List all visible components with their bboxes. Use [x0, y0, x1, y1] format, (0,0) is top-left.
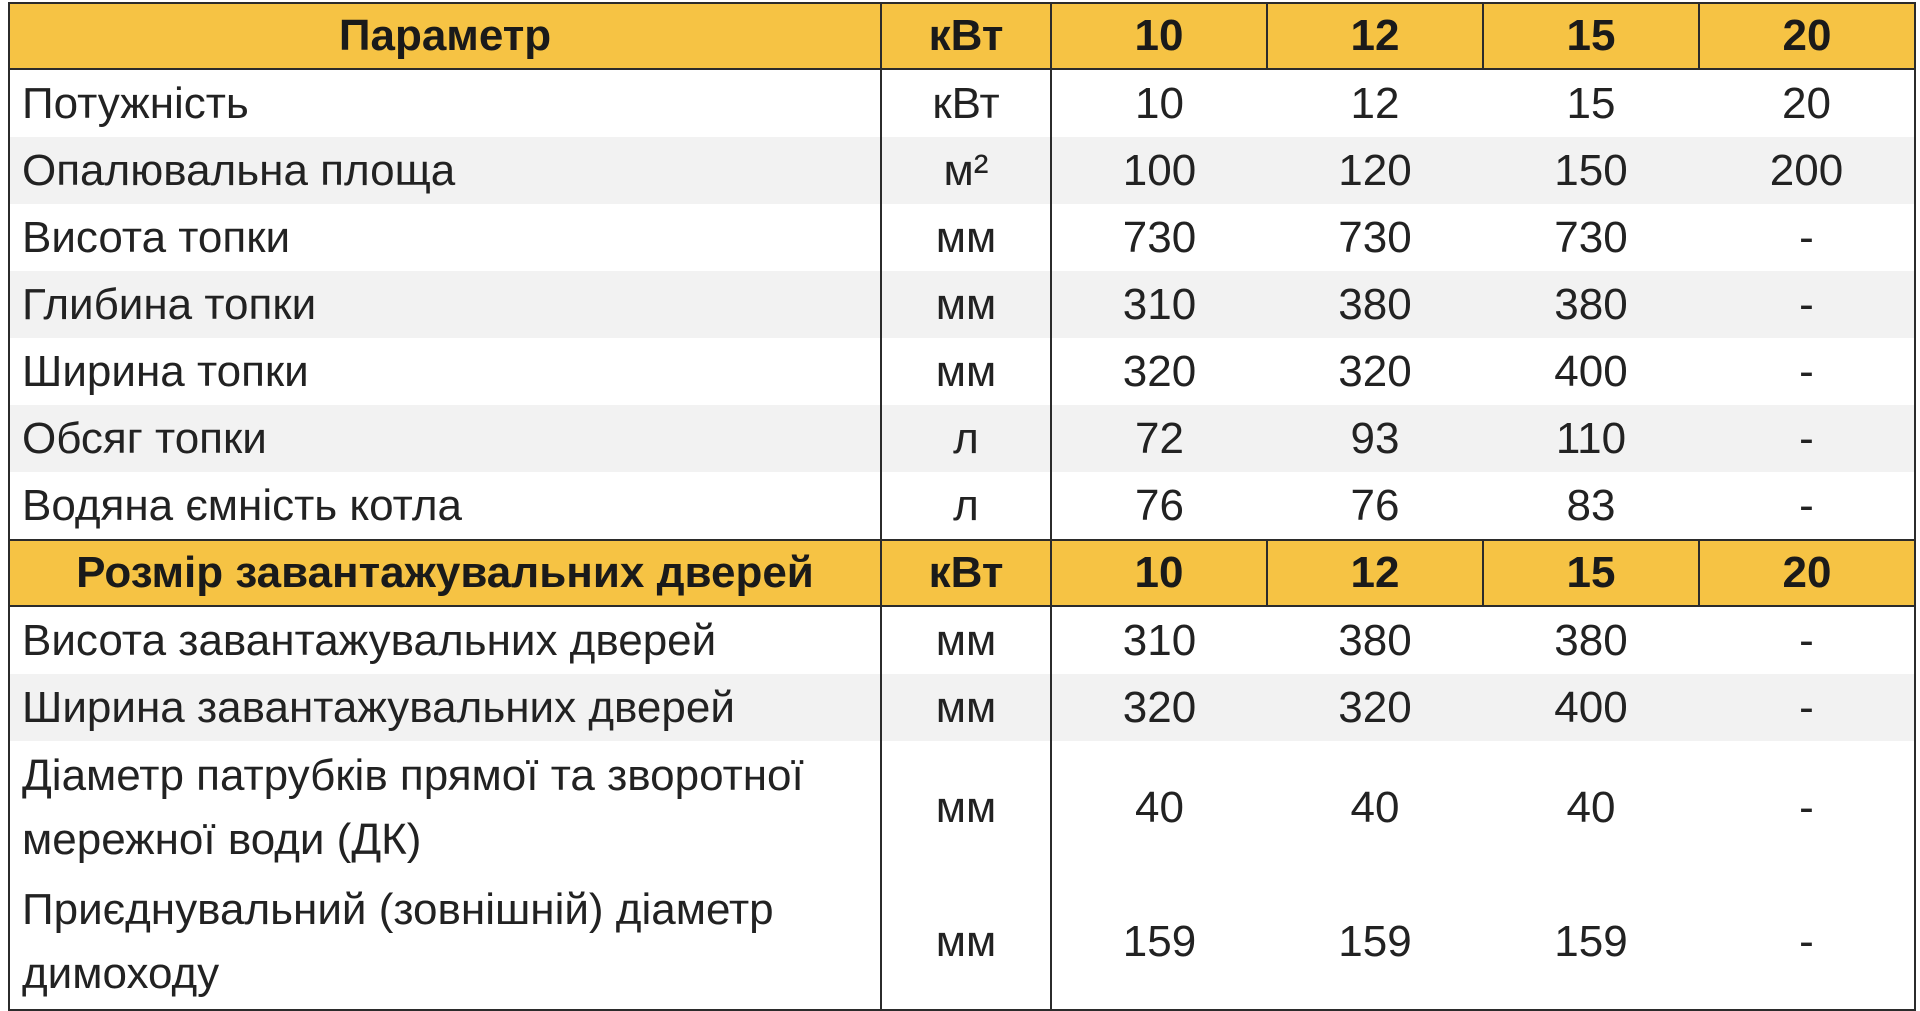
table-row: [9, 69, 1915, 137]
header-model: 20: [1699, 3, 1915, 69]
table-header-row: [9, 540, 1915, 606]
unit-cell: м²: [881, 137, 1051, 204]
param-cell: Висота топки: [9, 204, 881, 271]
header-unit: кВт: [881, 3, 1051, 69]
table-row: [9, 271, 1915, 338]
value-cell: 20: [1699, 69, 1915, 137]
value-cell: 72: [1051, 405, 1267, 472]
param-cell: Потужність: [9, 69, 881, 137]
specifications-table: [8, 2, 1916, 1011]
value-cell: 100: [1051, 137, 1267, 204]
value-cell: 159: [1483, 875, 1699, 1010]
value-cell: 93: [1267, 405, 1483, 472]
unit-cell: л: [881, 405, 1051, 472]
unit-cell: мм: [881, 204, 1051, 271]
table-row: [9, 137, 1915, 204]
param-cell: Висота завантажувальних дверей: [9, 606, 881, 674]
value-cell: 380: [1483, 271, 1699, 338]
value-cell: -: [1699, 338, 1915, 405]
value-cell: -: [1699, 204, 1915, 271]
value-cell: 200: [1699, 137, 1915, 204]
table-row: [9, 338, 1915, 405]
header-model: 20: [1699, 540, 1915, 606]
value-cell: 110: [1483, 405, 1699, 472]
table-row: [9, 875, 1915, 1010]
value-cell: 310: [1051, 606, 1267, 674]
value-cell: 150: [1483, 137, 1699, 204]
param-cell: Опалювальна площа: [9, 137, 881, 204]
value-cell: 380: [1267, 606, 1483, 674]
value-cell: 730: [1051, 204, 1267, 271]
value-cell: 76: [1267, 472, 1483, 540]
unit-cell: мм: [881, 741, 1051, 875]
unit-cell: мм: [881, 271, 1051, 338]
value-cell: -: [1699, 741, 1915, 875]
value-cell: 310: [1051, 271, 1267, 338]
value-cell: 400: [1483, 338, 1699, 405]
header-unit: кВт: [881, 540, 1051, 606]
value-cell: 320: [1051, 338, 1267, 405]
value-cell: 320: [1267, 338, 1483, 405]
header-model: 15: [1483, 540, 1699, 606]
header-param: Розмір завантажувальних дверей: [9, 540, 881, 606]
header-model: 12: [1267, 540, 1483, 606]
value-cell: -: [1699, 472, 1915, 540]
value-cell: 120: [1267, 137, 1483, 204]
value-cell: 400: [1483, 674, 1699, 741]
param-cell: Приєднувальний (зовнішній) діаметр димоходу: [9, 875, 881, 1010]
value-cell: -: [1699, 875, 1915, 1010]
unit-cell: мм: [881, 338, 1051, 405]
param-cell: Обсяг топки: [9, 405, 881, 472]
header-model: 12: [1267, 3, 1483, 69]
unit-cell: кВт: [881, 69, 1051, 137]
table-row: [9, 204, 1915, 271]
value-cell: 40: [1267, 741, 1483, 875]
param-cell: Ширина топки: [9, 338, 881, 405]
value-cell: -: [1699, 271, 1915, 338]
header-param: Параметр: [9, 3, 881, 69]
value-cell: 159: [1051, 875, 1267, 1010]
value-cell: 380: [1267, 271, 1483, 338]
unit-cell: мм: [881, 875, 1051, 1010]
unit-cell: мм: [881, 674, 1051, 741]
value-cell: 380: [1483, 606, 1699, 674]
value-cell: 320: [1051, 674, 1267, 741]
value-cell: 40: [1483, 741, 1699, 875]
table-row: [9, 741, 1915, 875]
table-header-row: [9, 3, 1915, 69]
param-cell: Глибина топки: [9, 271, 881, 338]
param-cell: Ширина завантажувальних дверей: [9, 674, 881, 741]
table-row: [9, 606, 1915, 674]
value-cell: 159: [1267, 875, 1483, 1010]
unit-cell: мм: [881, 606, 1051, 674]
value-cell: 40: [1051, 741, 1267, 875]
table-row: [9, 674, 1915, 741]
table-row: [9, 405, 1915, 472]
value-cell: 730: [1483, 204, 1699, 271]
value-cell: 15: [1483, 69, 1699, 137]
table-row: [9, 472, 1915, 540]
header-model: 10: [1051, 540, 1267, 606]
value-cell: 12: [1267, 69, 1483, 137]
value-cell: 730: [1267, 204, 1483, 271]
value-cell: -: [1699, 606, 1915, 674]
param-cell: Діаметр патрубків прямої та зворотної мережної води (ДК): [9, 741, 881, 875]
value-cell: -: [1699, 674, 1915, 741]
value-cell: 320: [1267, 674, 1483, 741]
value-cell: 83: [1483, 472, 1699, 540]
param-cell: Водяна ємність котла: [9, 472, 881, 540]
header-model: 10: [1051, 3, 1267, 69]
value-cell: 76: [1051, 472, 1267, 540]
value-cell: -: [1699, 405, 1915, 472]
header-model: 15: [1483, 3, 1699, 69]
value-cell: 10: [1051, 69, 1267, 137]
unit-cell: л: [881, 472, 1051, 540]
